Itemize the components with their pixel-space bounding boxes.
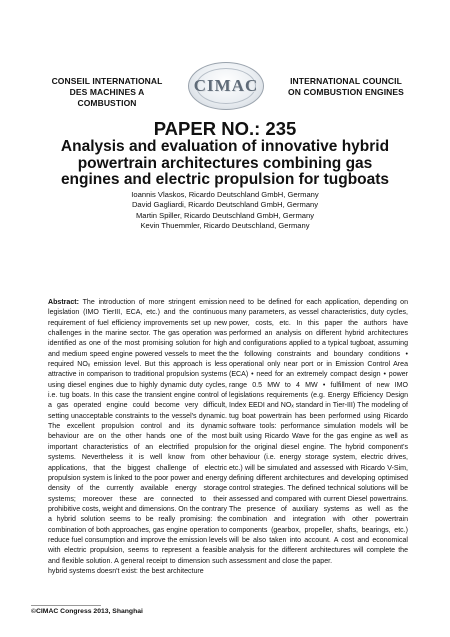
abstract-text-right: need to be defined for each application, depending on many parameters, as vessel characteristics, duty cycles, power, costs, etc. In this paper the authors have performed an analysis on different hybrid architectures and configurations applied to a typical tugboat, assuming the following constraints and boundary conditions • operational only near port or in Emission Control Area (ECA) • need for an extremely compact design • power range 0.5 MW to 4 MW • fulfillment of new IMO legislations requirements (e.g. Energy Efficiency Design Index EEDI and NOₓ standard in Tier-III) The modeling of tug boat powertrain has been performed using Ricardo software tools: performance simulation models will be built using Ricardo Wave for the gas engine as well as for the original diesel engine. The hybrid component's behaviour (i.e. energy storage system, electric drives, etc.) will be simulated and assessed with Ricardo V-Sim, defining different architectures and developing optimised control strategies. The defined technical solutions will be assessed and compared with current Diesel powertrains. The presence of auxiliary systems as well as the combination and integration with other powertrain components (gearbox, propeller, shafts, bearings, etc.) will be also taken into account. A cost and economical analysis for the different architectures will complete the assessment and close the paper.: [229, 299, 408, 565]
footer-rule: [31, 605, 101, 606]
author-1: Ioannis Vlaskos, Ricardo Deutschland GmbH, Germany: [131, 190, 319, 199]
abstract-text-left: The introduction of more stringent emission legislation (IMO TierIII, ECA, etc.) and the continuous requirement of fuel efficiency improvements set up new challenges in the marine sector. The gas operation was identified as one of the most promising solution for high and medium speed engine powered vessels to meet the required NOₓ emission level. But this approach is less attractive in comparison to traditional propulsion systems using diesel engines due to highly dynamic duty cycles, i.e. tug boats. In this case the transient engine control of a gas operated engine could become very difficult, setting unacceptable constraints to the vessel's dynamic. The excellent propulsion control and its dynamic behaviour are on the other hands one of the most important characteristics of an electrified propulsion systems. Nevertheless it is well know from other applications, that the biggest challenge of electric propulsion system is linked to the poor power and energy density of the currently available energy storage systems; moreover these are connected to their prohibitive costs, weight and dimensions. On the contrary a hybrid solution seems to be really promising: the combination of both approaches, gas engine operation to reduce fuel consumption and improve the emission levels with electric propulsion, seems to represent a feasible and flexible solution. A general receipt to dimension such hybrid systems doesn't exist: the best architecture: [48, 299, 228, 575]
cimac-logo: [188, 62, 264, 110]
left-org-line-2: DES MACHINES A COMBUSTION: [69, 87, 145, 108]
footer-copyright: ©CIMAC Congress 2013, Shanghai: [31, 608, 143, 615]
paper-number: PAPER NO.: 235: [153, 118, 297, 139]
abstract-column-left: [48, 298, 227, 577]
right-org-line-1: INTERNATIONAL COUNCIL: [290, 76, 402, 86]
right-organization-name: [271, 76, 421, 98]
author-2: David Gagliardi, Ricardo Deutschland GmbH, Germany: [131, 200, 319, 210]
paper-title: Analysis and evaluation of innovative hybrid powertrain architectures combining gas engines and electric propulsion for tugboats: [60, 138, 390, 188]
abstract-label: Abstract:: [48, 299, 79, 306]
author-4: Kevin Thuemmler, Ricardo Deutschland, Germany: [140, 221, 310, 231]
left-organization-name: [42, 76, 172, 109]
author-3: Martin Spiller, Ricardo Deutschland GmbH, Germany: [135, 210, 315, 220]
author-list: [90, 190, 360, 232]
right-org-line-2: ON COMBUSTION ENGINES: [288, 87, 404, 97]
logo-text: CIMAC: [193, 76, 259, 95]
left-org-line-1: CONSEIL INTERNATIONAL: [51, 76, 163, 86]
abstract-column-right: [229, 298, 408, 567]
